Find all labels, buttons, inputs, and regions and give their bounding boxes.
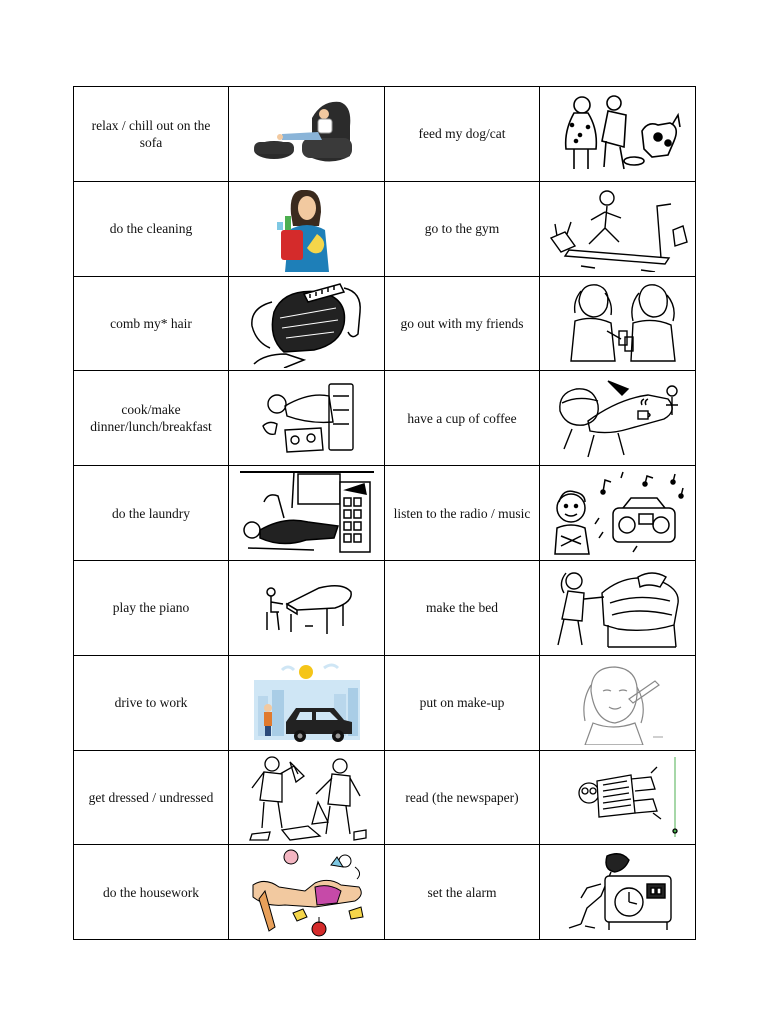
activity-label: put on make-up (385, 655, 540, 750)
table-row (74, 87, 696, 182)
making-bed-illustration (540, 560, 696, 655)
activities-table (73, 86, 696, 940)
cooking-illustration (229, 371, 385, 466)
activity-label: go to the gym (385, 181, 540, 276)
activity-label: read (the newspaper) (385, 750, 540, 845)
activity-label: do the housework (74, 845, 229, 940)
laundry-machine-illustration (229, 466, 385, 561)
sofa-relax-illustration (229, 87, 385, 182)
activity-label: play the piano (74, 560, 229, 655)
activity-label: do the laundry (74, 466, 229, 561)
activity-label: cook/make dinner/lunch/breakfast (74, 371, 229, 466)
radio-music-illustration (540, 466, 696, 561)
activity-label: set the alarm (385, 845, 540, 940)
getting-dressed-illustration (229, 750, 385, 845)
friends-drinks-illustration (540, 276, 696, 371)
activity-label: comb my* hair (74, 276, 229, 371)
alarm-clock-illustration (540, 845, 696, 940)
feeding-pets-illustration (540, 87, 696, 182)
makeup-illustration (540, 655, 696, 750)
housework-chaos-illustration (229, 845, 385, 940)
piano-illustration (229, 560, 385, 655)
table-row (74, 181, 696, 276)
activity-label: get dressed / undressed (74, 750, 229, 845)
coffee-break-illustration (540, 371, 696, 466)
combing-hair-illustration (229, 276, 385, 371)
activity-label: relax / chill out on the sofa (74, 87, 229, 182)
activity-label: go out with my friends (385, 276, 540, 371)
activity-label: make the bed (385, 560, 540, 655)
activity-label: do the cleaning (74, 181, 229, 276)
table-row (74, 371, 696, 466)
table-row (74, 466, 696, 561)
table-row (74, 276, 696, 371)
activity-label: have a cup of coffee (385, 371, 540, 466)
table-row (74, 560, 696, 655)
car-commute-illustration (229, 655, 385, 750)
cleaning-woman-illustration (229, 181, 385, 276)
newspaper-reading-illustration (540, 750, 696, 845)
table-row (74, 750, 696, 845)
activity-label: feed my dog/cat (385, 87, 540, 182)
table-row (74, 845, 696, 940)
activity-label: listen to the radio / music (385, 466, 540, 561)
activity-label: drive to work (74, 655, 229, 750)
table-row (74, 655, 696, 750)
treadmill-gym-illustration (540, 181, 696, 276)
